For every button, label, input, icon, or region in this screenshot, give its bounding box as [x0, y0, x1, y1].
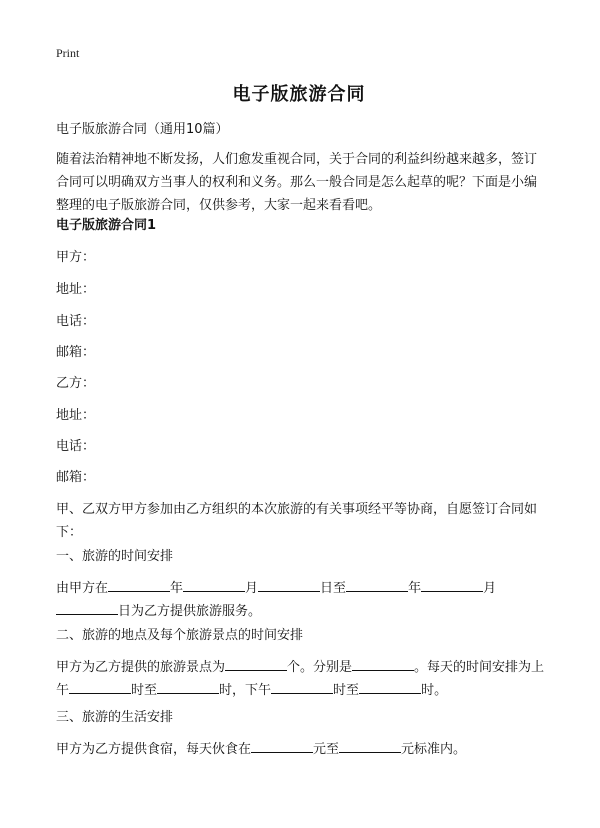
print-link[interactable]: Print: [56, 46, 80, 60]
party-a-address-label: 地址：: [56, 282, 96, 297]
blank-field[interactable]: [56, 602, 118, 615]
contract-heading: 电子版旅游合同1: [56, 218, 157, 233]
intro-paragraph: 随着法治精神地不断发扬，人们愈发重视合同，关于合同的利益纠纷越来越多，签订合同可以明确双方当事人的权利和义务。那么一般合同是怎么起草的呢？下面是小编整理的电子版旅游合同，仅供参考，大家一起来看看吧。: [56, 152, 538, 213]
section-1-text: 年: [408, 581, 422, 596]
blank-field[interactable]: [69, 681, 131, 694]
section-2-text: 时，下午: [219, 683, 272, 698]
page-title: 电子版旅游合同: [232, 84, 366, 105]
blank-field[interactable]: [258, 579, 320, 592]
party-b-email-label: 邮箱：: [56, 470, 96, 485]
blank-field[interactable]: [157, 681, 219, 694]
section-3-text: 甲方为乙方提供食宿，每天伙食在: [56, 742, 252, 757]
section-1-text: 月: [483, 581, 497, 596]
blank-field[interactable]: [359, 681, 421, 694]
section-1-text: 日至: [320, 581, 347, 596]
blank-field[interactable]: [251, 740, 313, 753]
party-b-label: 乙方：: [56, 376, 96, 391]
section-1-text: 由甲方在: [56, 581, 109, 596]
document-subtitle: 电子版旅游合同（通用10篇）: [56, 122, 229, 137]
section-2-text: 。每天的时间安排为上午: [56, 660, 545, 698]
blank-field[interactable]: [346, 579, 408, 592]
section-1-text: 年: [170, 581, 184, 596]
blank-field[interactable]: [183, 579, 245, 592]
party-b-address-label: 地址：: [56, 408, 96, 423]
section-2-body: [56, 656, 546, 702]
blank-field[interactable]: [352, 658, 414, 671]
blank-field[interactable]: [339, 740, 401, 753]
blank-field[interactable]: [271, 681, 333, 694]
section-3-body: [56, 738, 546, 761]
section-2-text: 时至: [333, 683, 360, 698]
section-1-title: 一、旅游的时间安排: [56, 549, 174, 564]
section-3-text: 元至: [313, 742, 340, 757]
party-a-email-label: 邮箱：: [56, 345, 96, 360]
section-2-text: 个。分别是: [287, 660, 353, 675]
section-1-text: 月: [245, 581, 259, 596]
section-3-title: 三、旅游的生活安排: [56, 710, 174, 725]
section-3-text: 元标准内。: [401, 742, 467, 757]
contract-preamble: 甲、乙双方甲方参加由乙方组织的本次旅游的有关事项经平等协商，自愿签订合同如下：: [56, 502, 538, 540]
section-1-body: [56, 577, 546, 623]
blank-field[interactable]: [108, 579, 170, 592]
section-2-text: 时至: [131, 683, 158, 698]
blank-field[interactable]: [421, 579, 483, 592]
section-2-title: 二、旅游的地点及每个旅游景点的时间安排: [56, 628, 304, 643]
section-1-text: 日为乙方提供旅游服务。: [118, 604, 262, 619]
blank-field[interactable]: [225, 658, 287, 671]
party-b-phone-label: 电话：: [56, 439, 96, 454]
section-2-text: 甲方为乙方提供的旅游景点为: [56, 660, 226, 675]
party-a-label: 甲方：: [56, 250, 96, 265]
party-a-phone-label: 电话：: [56, 314, 96, 329]
section-2-text: 时。: [421, 683, 448, 698]
